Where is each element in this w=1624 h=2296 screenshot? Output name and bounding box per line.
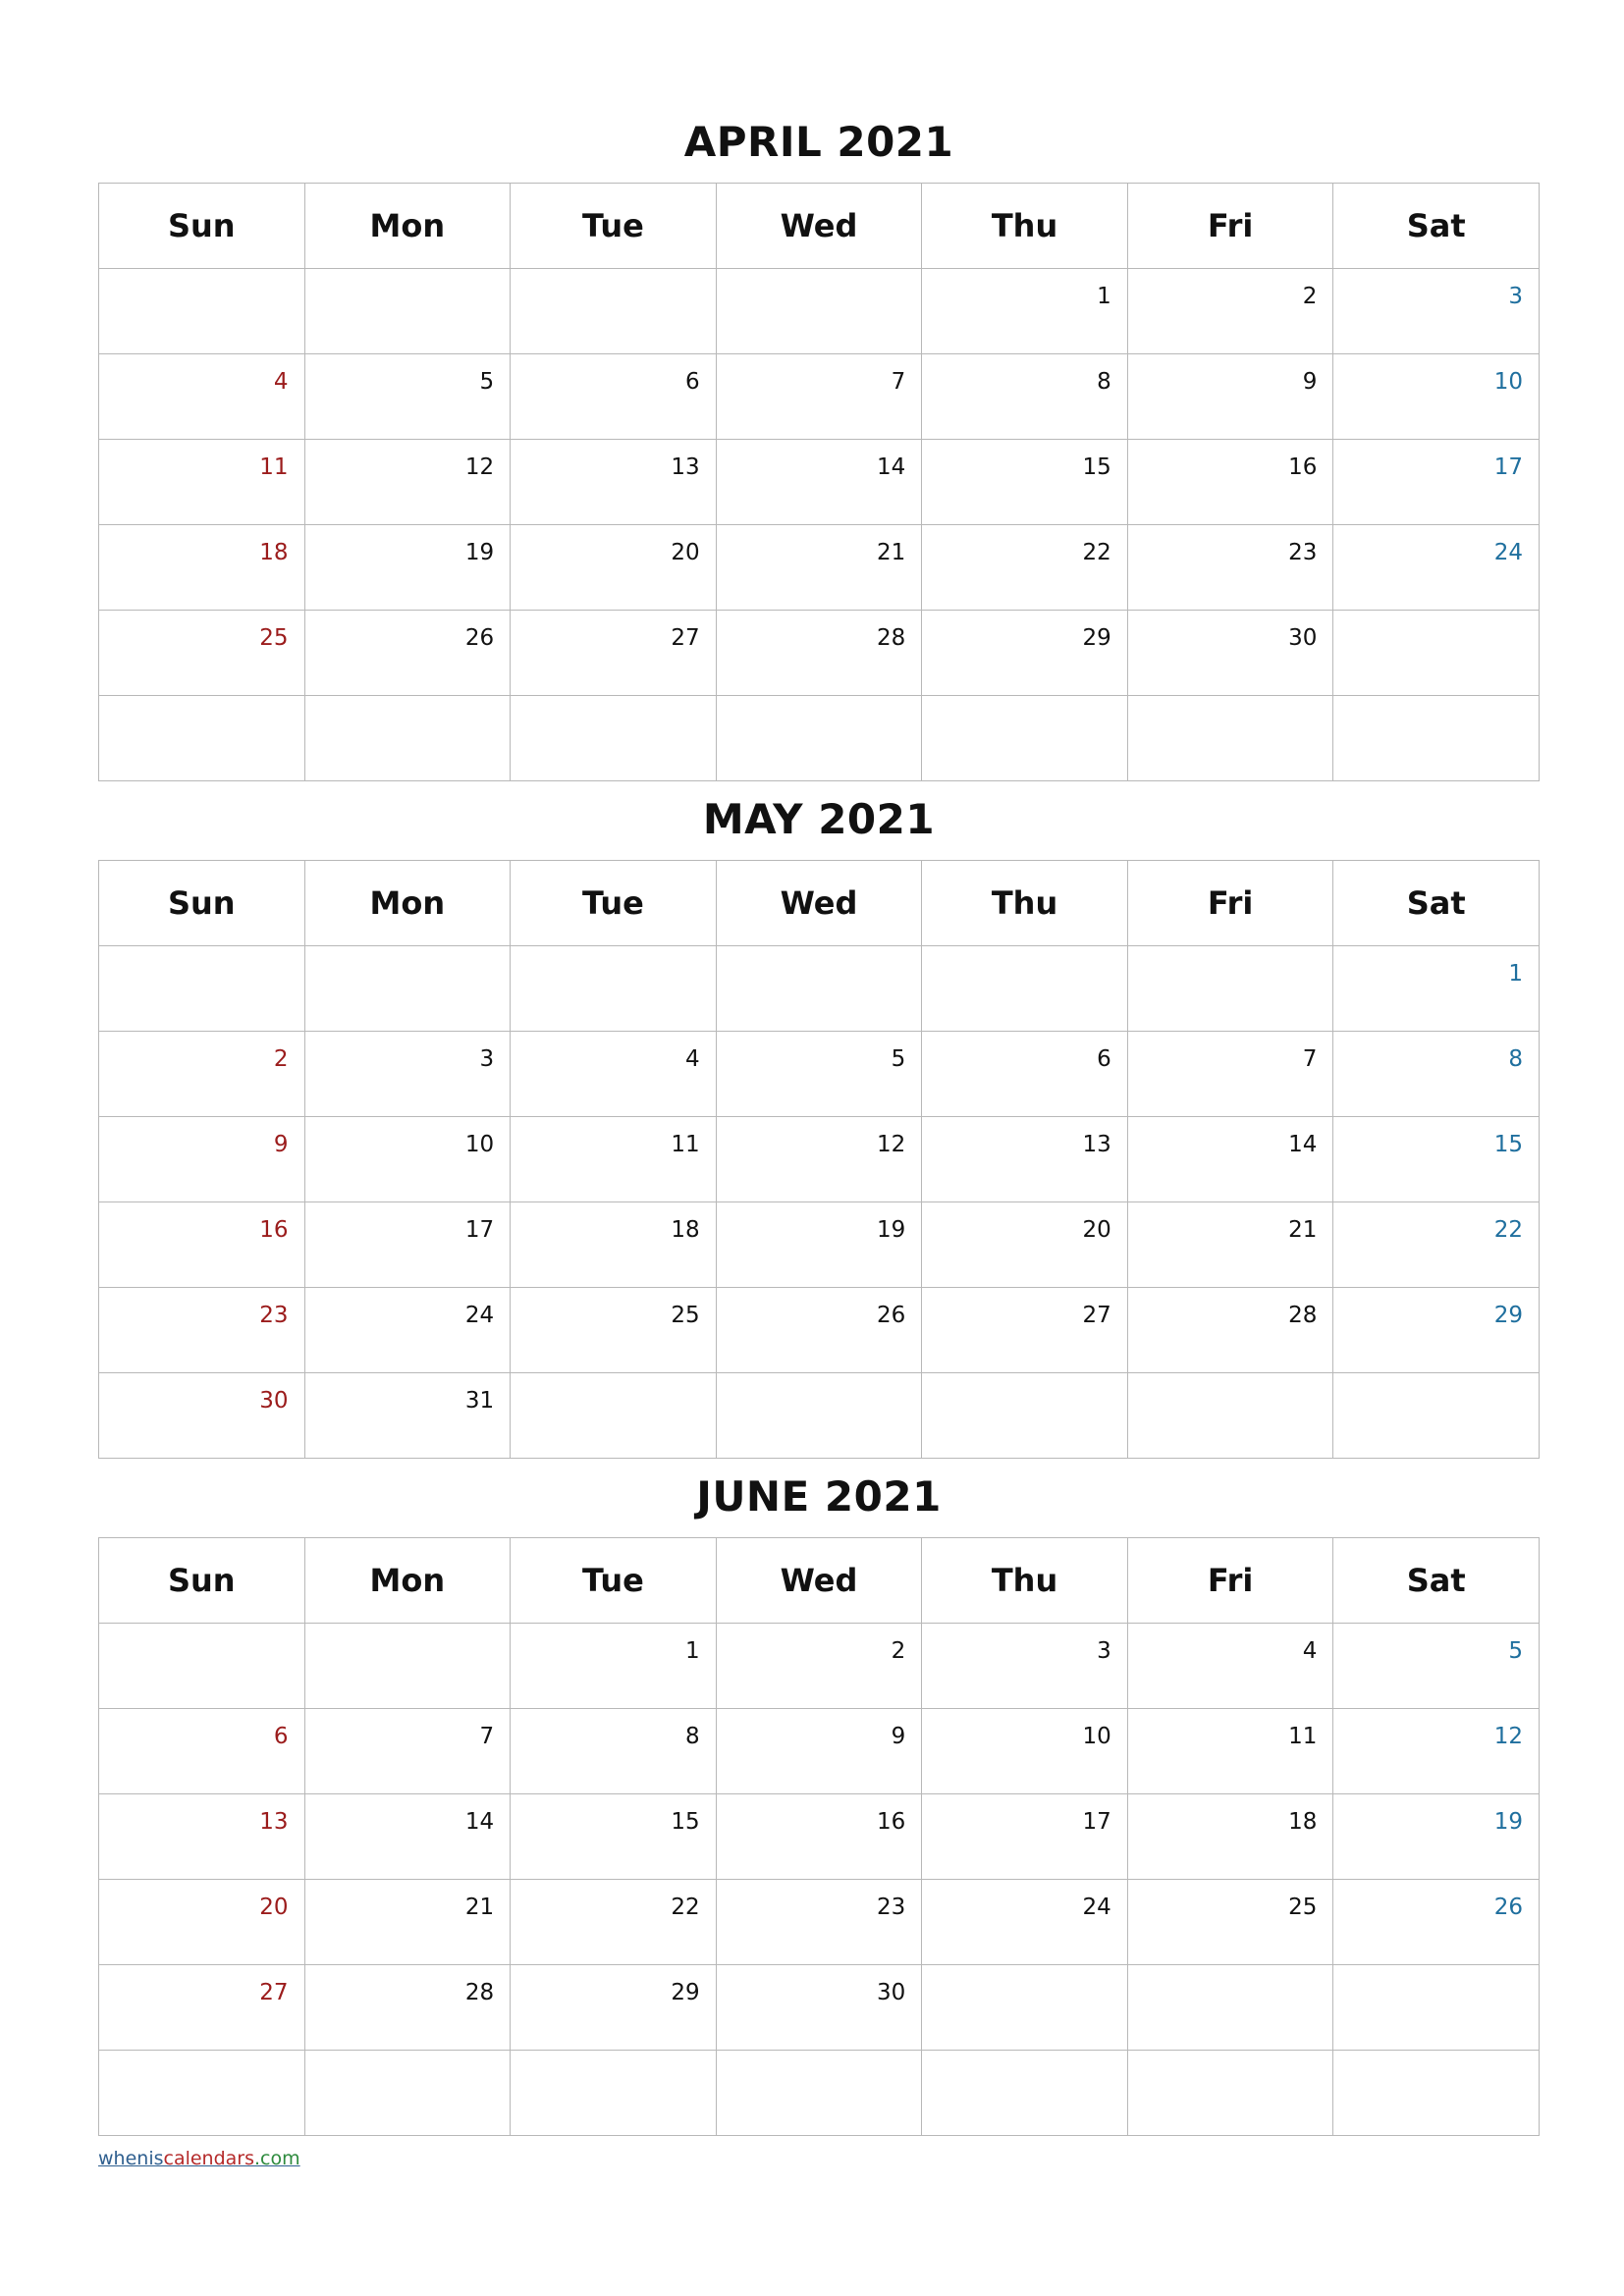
- day-cell: 15: [511, 1794, 717, 1880]
- day-cell: 20: [99, 1880, 305, 1965]
- weekday-header-row: [99, 1538, 1540, 1624]
- day-cell: 8: [511, 1709, 717, 1794]
- day-cell: [99, 2051, 305, 2136]
- day-cell: 7: [1127, 1032, 1333, 1117]
- day-cell: 12: [716, 1117, 922, 1202]
- day-cell: [304, 696, 511, 781]
- day-cell: 10: [922, 1709, 1128, 1794]
- weekday-header-sun: Sun: [99, 1538, 305, 1624]
- day-cell: [716, 1373, 922, 1459]
- week-row: [99, 696, 1540, 781]
- day-cell: [511, 2051, 717, 2136]
- day-cell: 1: [1333, 946, 1540, 1032]
- day-cell: [1127, 1373, 1333, 1459]
- day-cell: 5: [1333, 1624, 1540, 1709]
- footer-link-part-whenis: whenis: [98, 2148, 164, 2169]
- day-cell: [922, 696, 1128, 781]
- day-cell: 17: [922, 1794, 1128, 1880]
- day-cell: [304, 2051, 511, 2136]
- day-cell: 30: [716, 1965, 922, 2051]
- month-title: JUNE 2021: [696, 1472, 942, 1521]
- day-cell: [99, 946, 305, 1032]
- week-row: [99, 269, 1540, 354]
- day-cell: 25: [511, 1288, 717, 1373]
- week-row: [99, 525, 1540, 611]
- week-row: [99, 1965, 1540, 2051]
- weekday-header-tue: Tue: [511, 1538, 717, 1624]
- day-cell: 27: [99, 1965, 305, 2051]
- day-cell: 26: [1333, 1880, 1540, 1965]
- day-cell: 10: [304, 1117, 511, 1202]
- day-cell: 11: [99, 440, 305, 525]
- day-cell: [716, 946, 922, 1032]
- day-cell: [304, 1624, 511, 1709]
- day-cell: [922, 1965, 1128, 2051]
- day-cell: 28: [716, 611, 922, 696]
- day-cell: 19: [716, 1202, 922, 1288]
- day-cell: [304, 946, 511, 1032]
- weekday-header-tue: Tue: [511, 861, 717, 946]
- day-cell: 6: [922, 1032, 1128, 1117]
- weekday-header-wed: Wed: [716, 861, 922, 946]
- weekday-header-wed: Wed: [716, 1538, 922, 1624]
- day-cell: 16: [99, 1202, 305, 1288]
- day-cell: 2: [99, 1032, 305, 1117]
- day-cell: 15: [1333, 1117, 1540, 1202]
- week-row: [99, 1794, 1540, 1880]
- month-grid: [98, 1537, 1540, 2136]
- week-row: [99, 946, 1540, 1032]
- weekday-header-sun: Sun: [99, 184, 305, 269]
- day-cell: 30: [99, 1373, 305, 1459]
- week-row: [99, 1288, 1540, 1373]
- day-cell: 9: [716, 1709, 922, 1794]
- day-cell: 7: [304, 1709, 511, 1794]
- week-row: [99, 1624, 1540, 1709]
- day-cell: [99, 269, 305, 354]
- weekday-header-fri: Fri: [1127, 1538, 1333, 1624]
- day-cell: [511, 696, 717, 781]
- day-cell: 9: [99, 1117, 305, 1202]
- day-cell: 24: [922, 1880, 1128, 1965]
- day-cell: 21: [716, 525, 922, 611]
- day-cell: [922, 2051, 1128, 2136]
- day-cell: 8: [922, 354, 1128, 440]
- weekday-header-row: [99, 184, 1540, 269]
- weekday-header-mon: Mon: [304, 184, 511, 269]
- day-cell: [1127, 1965, 1333, 2051]
- day-cell: 23: [99, 1288, 305, 1373]
- day-cell: 11: [1127, 1709, 1333, 1794]
- day-cell: 31: [304, 1373, 511, 1459]
- month-title: MAY 2021: [702, 795, 936, 843]
- day-cell: 7: [716, 354, 922, 440]
- day-cell: [304, 269, 511, 354]
- day-cell: [716, 269, 922, 354]
- day-cell: 16: [1127, 440, 1333, 525]
- day-cell: 1: [511, 1624, 717, 1709]
- week-row: [99, 1880, 1540, 1965]
- weekday-header-sun: Sun: [99, 861, 305, 946]
- day-cell: 16: [716, 1794, 922, 1880]
- day-cell: 13: [922, 1117, 1128, 1202]
- week-row: [99, 1373, 1540, 1459]
- day-cell: 29: [511, 1965, 717, 2051]
- day-cell: 20: [511, 525, 717, 611]
- weekday-header-tue: Tue: [511, 184, 717, 269]
- day-cell: [1333, 696, 1540, 781]
- week-row: [99, 1709, 1540, 1794]
- day-cell: [511, 946, 717, 1032]
- day-cell: 25: [99, 611, 305, 696]
- day-cell: 23: [1127, 525, 1333, 611]
- weekday-header-fri: Fri: [1127, 861, 1333, 946]
- day-cell: 26: [716, 1288, 922, 1373]
- day-cell: 14: [716, 440, 922, 525]
- day-cell: 29: [922, 611, 1128, 696]
- day-cell: 17: [1333, 440, 1540, 525]
- day-cell: 4: [99, 354, 305, 440]
- day-cell: 21: [304, 1880, 511, 1965]
- day-cell: [716, 696, 922, 781]
- weekday-header-fri: Fri: [1127, 184, 1333, 269]
- day-cell: [1127, 2051, 1333, 2136]
- week-row: [99, 354, 1540, 440]
- day-cell: 23: [716, 1880, 922, 1965]
- week-row: [99, 1032, 1540, 1117]
- day-cell: 3: [1333, 269, 1540, 354]
- day-cell: 21: [1127, 1202, 1333, 1288]
- day-cell: [716, 2051, 922, 2136]
- week-row: [99, 611, 1540, 696]
- day-cell: 11: [511, 1117, 717, 1202]
- day-cell: 22: [1333, 1202, 1540, 1288]
- weekday-header-mon: Mon: [304, 861, 511, 946]
- day-cell: 12: [304, 440, 511, 525]
- day-cell: [99, 696, 305, 781]
- day-cell: 20: [922, 1202, 1128, 1288]
- day-cell: [1333, 2051, 1540, 2136]
- day-cell: [1333, 1373, 1540, 1459]
- day-cell: 13: [99, 1794, 305, 1880]
- day-cell: 19: [1333, 1794, 1540, 1880]
- day-cell: 3: [922, 1624, 1128, 1709]
- week-row: [99, 1202, 1540, 1288]
- day-cell: 5: [716, 1032, 922, 1117]
- day-cell: 29: [1333, 1288, 1540, 1373]
- day-cell: 14: [1127, 1117, 1333, 1202]
- day-cell: 28: [1127, 1288, 1333, 1373]
- weekday-header-sat: Sat: [1333, 1538, 1540, 1624]
- day-cell: 24: [1333, 525, 1540, 611]
- footer-link-part-calendars: calendars: [163, 2148, 255, 2169]
- day-cell: 18: [1127, 1794, 1333, 1880]
- day-cell: [1127, 946, 1333, 1032]
- week-row: [99, 2051, 1540, 2136]
- footer-link-part-com: .com: [254, 2148, 300, 2169]
- day-cell: 5: [304, 354, 511, 440]
- weekday-header-thu: Thu: [922, 184, 1128, 269]
- weekday-header-wed: Wed: [716, 184, 922, 269]
- weekday-header-sat: Sat: [1333, 861, 1540, 946]
- day-cell: 22: [511, 1880, 717, 1965]
- day-cell: 24: [304, 1288, 511, 1373]
- day-cell: 12: [1333, 1709, 1540, 1794]
- day-cell: 27: [922, 1288, 1128, 1373]
- day-cell: 8: [1333, 1032, 1540, 1117]
- day-cell: 1: [922, 269, 1128, 354]
- day-cell: 9: [1127, 354, 1333, 440]
- day-cell: [1333, 611, 1540, 696]
- day-cell: [922, 1373, 1128, 1459]
- day-cell: 6: [99, 1709, 305, 1794]
- week-row: [99, 1117, 1540, 1202]
- day-cell: [922, 946, 1128, 1032]
- day-cell: [1333, 1965, 1540, 2051]
- day-cell: [511, 269, 717, 354]
- day-cell: 19: [304, 525, 511, 611]
- month-grid: [98, 860, 1540, 1459]
- day-cell: 25: [1127, 1880, 1333, 1965]
- day-cell: 4: [1127, 1624, 1333, 1709]
- day-cell: 26: [304, 611, 511, 696]
- month-title: APRIL 2021: [683, 118, 954, 166]
- day-cell: 6: [511, 354, 717, 440]
- weekday-header-row: [99, 861, 1540, 946]
- day-cell: 2: [716, 1624, 922, 1709]
- day-cell: 18: [511, 1202, 717, 1288]
- day-cell: 13: [511, 440, 717, 525]
- day-cell: 4: [511, 1032, 717, 1117]
- weekday-header-sat: Sat: [1333, 184, 1540, 269]
- day-cell: [511, 1373, 717, 1459]
- day-cell: 30: [1127, 611, 1333, 696]
- day-cell: 18: [99, 525, 305, 611]
- weekday-header-mon: Mon: [304, 1538, 511, 1624]
- month-grid: [98, 183, 1540, 781]
- day-cell: 22: [922, 525, 1128, 611]
- week-row: [99, 440, 1540, 525]
- day-cell: 28: [304, 1965, 511, 2051]
- weekday-header-thu: Thu: [922, 1538, 1128, 1624]
- day-cell: 15: [922, 440, 1128, 525]
- day-cell: [99, 1624, 305, 1709]
- day-cell: [1127, 696, 1333, 781]
- day-cell: 2: [1127, 269, 1333, 354]
- day-cell: 14: [304, 1794, 511, 1880]
- day-cell: 3: [304, 1032, 511, 1117]
- day-cell: 10: [1333, 354, 1540, 440]
- footer-website-link[interactable]: [98, 2147, 300, 2170]
- day-cell: 27: [511, 611, 717, 696]
- day-cell: 17: [304, 1202, 511, 1288]
- weekday-header-thu: Thu: [922, 861, 1128, 946]
